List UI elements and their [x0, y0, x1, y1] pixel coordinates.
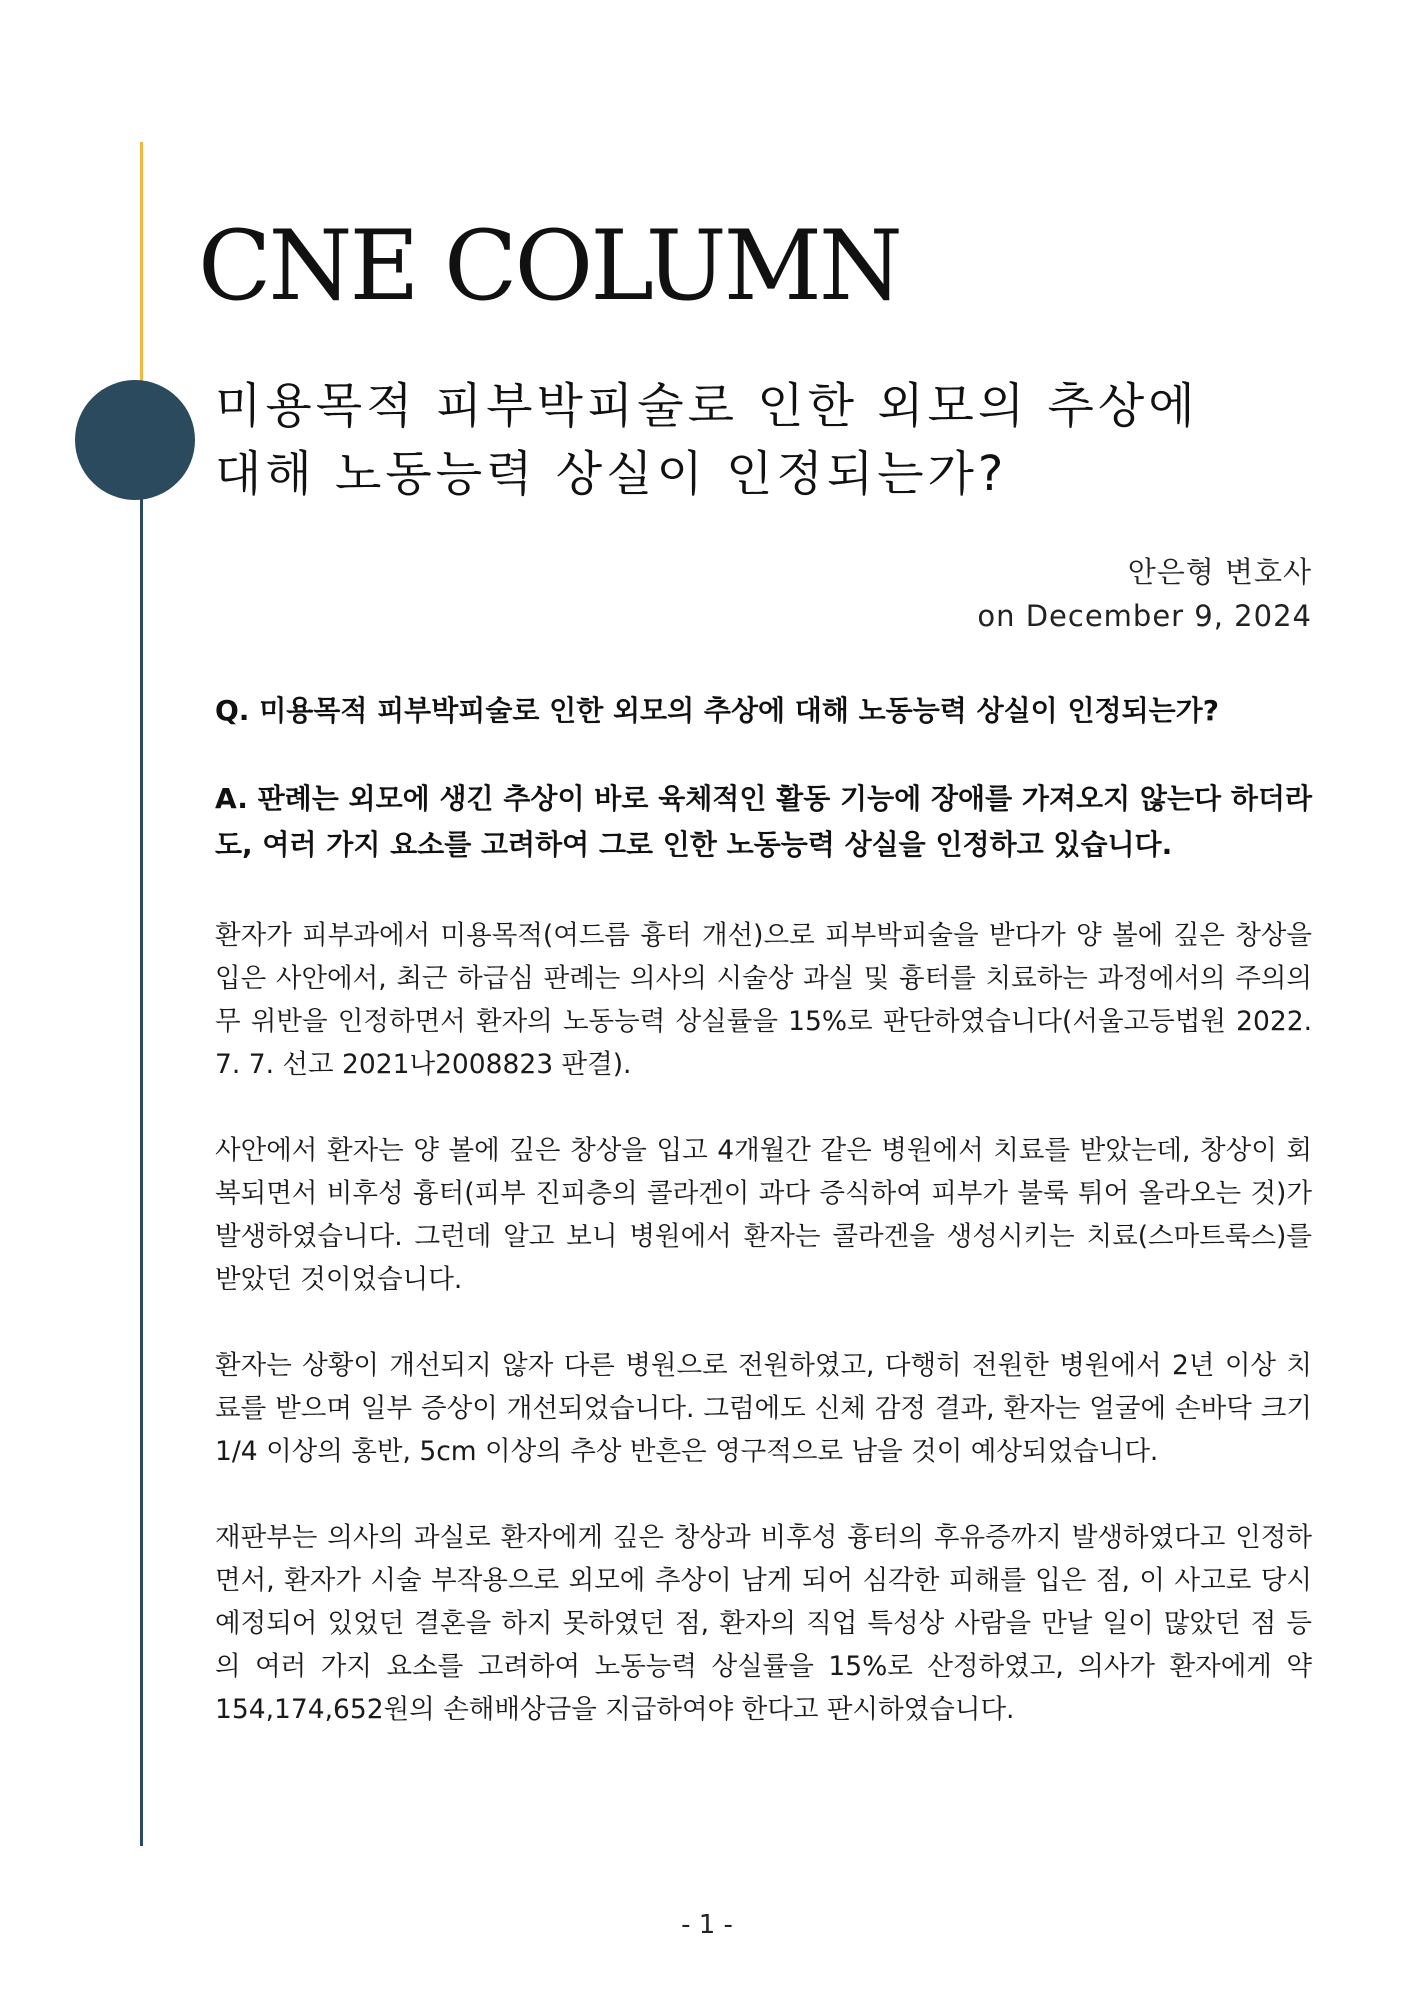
- paragraph-3: 환자는 상황이 개선되지 않자 다른 병원으로 전원하였고, 다행히 전원한 병원에서 2년 이상 치료를 받으며 일부 증상이 개선되었습니다. 그럼에도 신체 감정 결과, 환자는 얼굴에 손바닥 크기 1/4 이상의 홍반, 5cm 이상의 추상 반흔은 영구적으로 남을 것이 예상되었습니다.: [215, 1350, 1312, 1467]
- question-text: Q. 미용목적 피부박피술로 인한 외모의 추상에 대해 노동능력 상실이 인정되는가?: [215, 694, 1219, 727]
- page-number: - 1 -: [681, 1910, 733, 1940]
- headline-line-2: 대해 노동능력 상실이 인정되는가?: [215, 446, 1008, 502]
- article-body: [215, 688, 1312, 1774]
- masthead-title: CNE COLUMN: [198, 210, 900, 322]
- paragraph-2: 사안에서 환자는 양 볼에 깊은 창상을 입고 4개월간 같은 병원에서 치료를 받았는데, 창상이 회복되면서 비후성 흉터(피부 진피층의 콜라겐이 과다 증식하여 피부가 불룩 튀어 올라오는 것)가 발생하였습니다. 그런데 알고 보니 병원에서 환자는 콜라겐을 생성시키는 치료(스마트룩스)를 받았던 것이었습니다.: [215, 1135, 1312, 1295]
- paragraph-4: 재판부는 의사의 과실로 환자에게 깊은 창상과 비후성 흉터의 후유증까지 발생하였다고 인정하면서, 환자가 시술 부작용으로 외모에 추상이 남게 되어 심각한 피해를 입은 점, 이 사고로 당시 예정되어 있었던 결혼을 하지 못하였던 점, 환자의 직업 특성상 사람을 만날 일이 많았던 점 등의 여러 가지 요소를 고려하여 노동능력 상실률을 15%로 산정하였고, 의사가 환자에게 약 154,174,652원의 손해배상금을 지급하여야 한다고 판시하였습니다.: [215, 1522, 1312, 1725]
- publish-date: on December 9, 2024: [977, 599, 1312, 633]
- headline-line-1: 미용목적 피부박피술로 인한 외모의 추상에: [215, 378, 1199, 434]
- paragraph-1: 환자가 피부과에서 미용목적(여드름 흉터 개선)으로 피부박피술을 받다가 양 볼에 깊은 창상을 입은 사안에서, 최근 하급심 판례는 의사의 시술상 과실 및 흉터를 치료하는 과정에서의 주의의무 위반을 인정하면서 환자의 노동능력 상실률을 15%로 판단하였습니다(서울고등법원 2022. 7. 7. 선고 2021나2008823 판결).: [215, 920, 1312, 1080]
- navy-circle-ornament: [75, 380, 195, 500]
- answer-text: A. 판례는 외모에 생긴 추상이 바로 육체적인 활동 기능에 장애를 가져오지 않는다 하더라도, 여러 가지 요소를 고려하여 그로 인한 노동능력 상실을 인정하고 있습니다.: [215, 782, 1312, 861]
- author-name: 안은형 변호사: [1127, 555, 1312, 589]
- navy-accent-line: [140, 440, 143, 1846]
- byline: [977, 550, 1312, 638]
- column-headline: [215, 372, 1315, 508]
